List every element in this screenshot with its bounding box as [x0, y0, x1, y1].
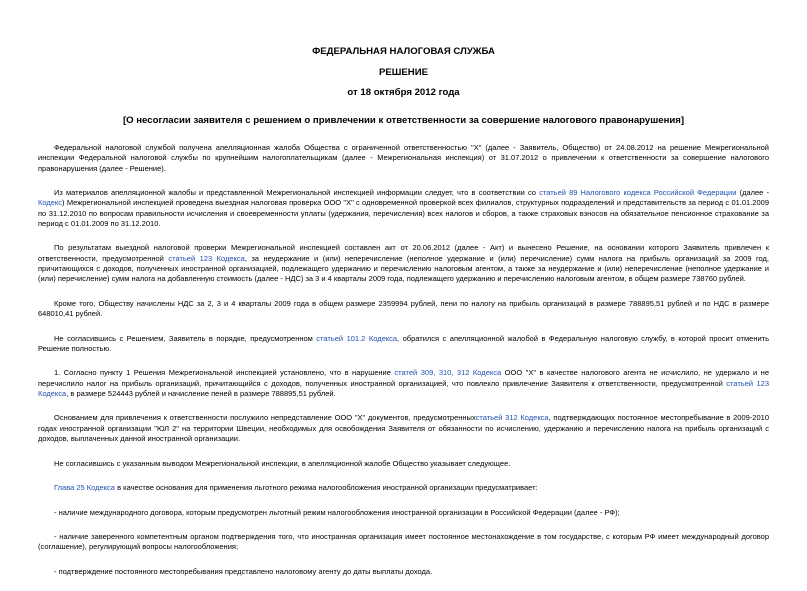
- link-articles-309-310-312[interactable]: статей 309, 310, 312 Кодекса: [394, 368, 502, 378]
- paragraph-text: Кроме того, Обществу начислены НДС за 2, 3 и 4 кварталы 2009 года в общем размере 2359994 рублей, пени по налогу на прибыль организаций в размере 788895,51 рублей и по НДС в размере 648010,41 рублей.: [38, 298, 769, 319]
- paragraph-text: , подтверждающих постоянное местопребывание в 2009-2010 годах иностранной организации "ЮЛ 2" на территории Швеции, необходимых для освобождения Заявителя от обязанности по исчислению, удержанию и перечислению налога на прибыль организаций с доходов, выплаченных данной иностранной организации.: [38, 413, 769, 444]
- document-subject: [О несогласии заявителя с решением о привлечении к ответственности за совершение налогового правонарушения]: [122, 115, 685, 126]
- paragraph-text: - подтверждение постоянного местопребывания представлено налоговому агенту до даты выплаты дохода.: [54, 566, 433, 576]
- paragraph-text: Основанием для привлечения к ответственности послужило непредставление ООО "Х" документов, предусмотренных: [54, 413, 476, 423]
- paragraph-text: Не согласившись с Решением, Заявитель в порядке, предусмотренном: [54, 333, 317, 343]
- paragraph-6: [38, 368, 769, 399]
- link-article-312[interactable]: статьей 312 Кодекса: [475, 413, 549, 423]
- paragraph-5: [38, 334, 769, 355]
- paragraph-7: [38, 413, 769, 444]
- link-article-123[interactable]: статьей 123 Кодекса: [38, 378, 769, 398]
- paragraph-text: , обратился с апелляционной жалобой в Федеральную налоговую службу, в которой просит отменить Решение полностью.: [38, 333, 769, 353]
- paragraph-text: ООО "Х" в качестве налогового агента не исчислило, не удержало и не перечислило налог на прибыль организаций, причитающийся с доходов, полученных иностранной организацией, что повлекло привлечение Заявителя к ответственности, предусмотренной: [38, 368, 769, 388]
- paragraph-text: - наличие международного договора, которым предусмотрен льготный режим налогообложения иностранной организации в Российской Федерации (далее - РФ);: [54, 507, 620, 517]
- paragraph-12: [38, 567, 769, 577]
- paragraph-text: - наличие заверенного компетентным органом подтверждения того, что иностранная организация имеет постоянное местонахождение в том государстве, с которым РФ имеет международный договор (соглашение), регулирующий вопросы налогообложения;: [38, 532, 769, 552]
- document-body: [38, 143, 769, 591]
- link-chapter-25[interactable]: Глава 25 Кодекса: [54, 483, 115, 493]
- link-code[interactable]: Кодекс: [38, 198, 63, 208]
- paragraph-text: , в размере 524443 рублей и начисление пеней в размере 788895,51 рублей.: [66, 388, 336, 398]
- paragraph-text: в качестве основания для применения льготного режима налогообложения иностранной организации предусматривает:: [114, 483, 538, 493]
- paragraph-text: (далее -: [736, 188, 769, 198]
- paragraph-text: , за неудержание и (или) неперечисление (неполное удержание и (или) перечисление) сумм налога на прибыль организаций за 2009 год, причитающихся с доходов, полученных иностранной организацией, подлежащего удержанию и перечислению налоговым агентом, а также за неудержание и (или) неперечисление (неполное удержание и (или) перечисление) сумм налога на добавленную стоимость (далее - НДС) за 3 и 4 кварталы 2009 года, подлежащего удержанию и перечислению налоговым агентом, в общем размере 738760 рублей.: [38, 253, 769, 284]
- paragraph-3: [38, 243, 769, 284]
- paragraph-10: [38, 508, 769, 518]
- paragraph-text: Из материалов апелляционной жалобы и представленной Межрегиональной инспекцией информации следует, что в соответствии со: [54, 188, 540, 198]
- document-date: от 18 октября 2012 года: [347, 87, 460, 98]
- paragraph-text: Не согласившись с указанным выводом Межрегиональной инспекции, в апелляционной жалобе Общество указывает следующее.: [54, 458, 511, 468]
- paragraph-text: 1. Согласно пункту 1 Решения Межрегиональной инспекцией установлено, что в нарушение: [54, 368, 395, 378]
- link-article-101-2[interactable]: статьей 101.2 Кодекса: [316, 333, 398, 343]
- link-article-89[interactable]: статьей 89 Налогового кодекса Российской Федерации: [539, 188, 737, 198]
- link-article-123[interactable]: статьей 123 Кодекса: [168, 253, 245, 263]
- paragraph-text: По результатам выездной налоговой проверки Межрегиональной инспекцией составлен акт от 20.06.2012 (далее - Акт) и вынесено Решение, на основании которого Заявитель привлечен к ответственности, предусмотренной: [38, 243, 769, 263]
- document-type: РЕШЕНИЕ: [378, 67, 429, 78]
- paragraph-text: ) Межрегиональной инспекцией проведена выездная налоговая проверка ООО "Х" с одновременной проверкой всех филиалов, структурных подразделений и представительств за период с 01.01.2009 по 31.12.2010 по вопросам правильности исчисления и своевременности уплаты (удержания, перечисления) всех налогов и сборов, а также страховых взносов на обязательное пенсионное страхование за период с 01.01.2009 по 31.12.2010.: [38, 198, 769, 228]
- paragraph-1: [38, 143, 769, 174]
- paragraph-9: [38, 483, 769, 493]
- paragraph-text: Федеральной налоговой службой получена апелляционная жалоба Общества с ограниченной ответственностью "Х" (далее - Заявитель, Общество) от 24.08.2012 на решение Межрегиональной инспекции Федеральной налоговой службы по крупнейшим налогоплательщикам (далее - Межрегиональная инспекция) от 31.07.2012 о привлечении к ответственности за совершение налогового правонарушения (далее - Решение).: [38, 143, 769, 173]
- paragraph-2: [38, 188, 769, 229]
- agency-title: ФЕДЕРАЛЬНАЯ НАЛОГОВАЯ СЛУЖБА: [312, 46, 495, 57]
- paragraph-11: [38, 532, 769, 553]
- paragraph-8: [38, 459, 769, 469]
- paragraph-4: [38, 299, 769, 320]
